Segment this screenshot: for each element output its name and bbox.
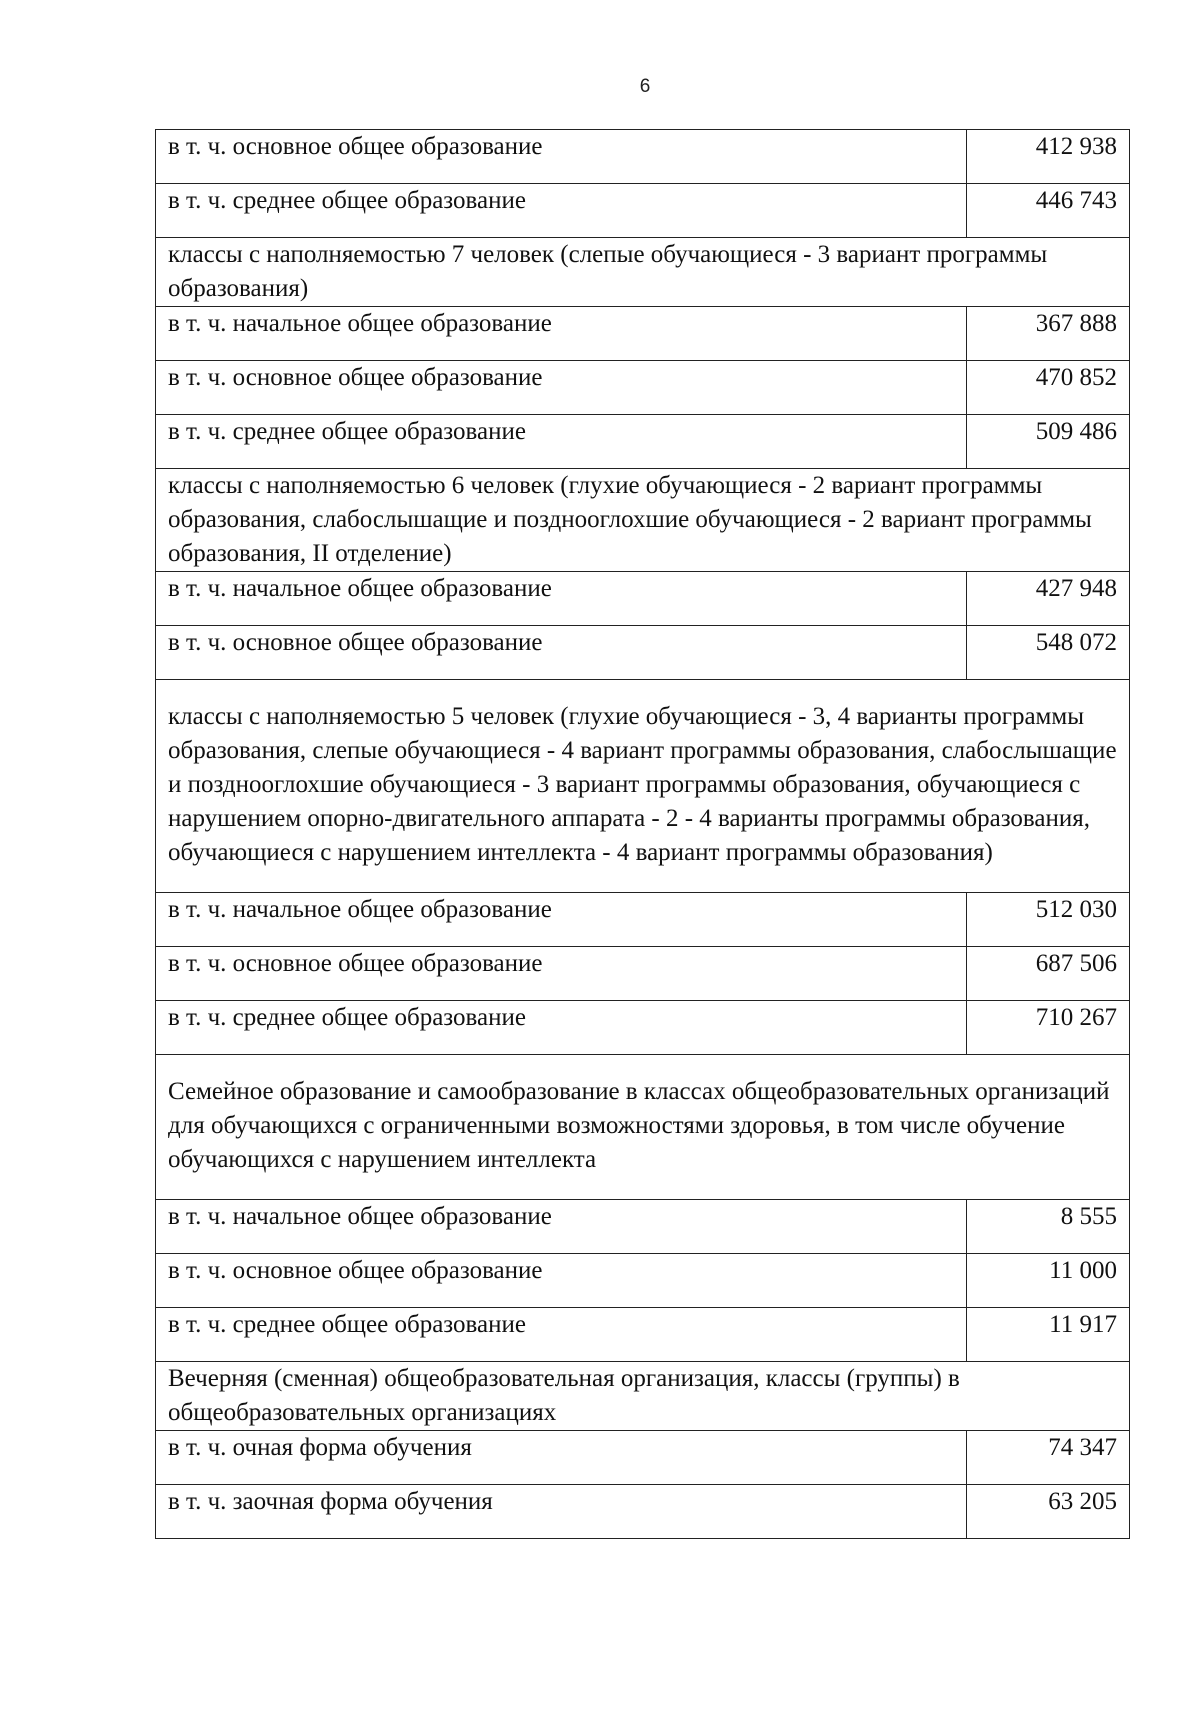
row-value: 11 000 bbox=[967, 1254, 1130, 1308]
row-label: в т. ч. основное общее образование bbox=[156, 361, 967, 415]
table-row bbox=[156, 307, 1130, 361]
section-header: классы с наполняемостью 5 человек (глухие обучающиеся - 3, 4 варианты программы образования, слепые обучающиеся - 4 вариант программы образования, слабослышащие и позднооглохшие обучающиеся - 3 вариант программы образования, обучающиеся с нарушением опорно-двигательного аппарата - 2 - 4 варианты программы образования, обучающиеся с нарушением интеллекта - 4 вариант программы образования) bbox=[156, 680, 1130, 893]
row-label: в т. ч. среднее общее образование bbox=[156, 415, 967, 469]
row-label: в т. ч. среднее общее образование bbox=[156, 1308, 967, 1362]
row-value: 470 852 bbox=[967, 361, 1130, 415]
row-value: 687 506 bbox=[967, 947, 1130, 1001]
table-row bbox=[156, 1431, 1130, 1485]
table-row bbox=[156, 893, 1130, 947]
row-value: 63 205 bbox=[967, 1485, 1130, 1539]
section-header-row bbox=[156, 1362, 1130, 1431]
table-row bbox=[156, 572, 1130, 626]
row-label: в т. ч. заочная форма обучения bbox=[156, 1485, 967, 1539]
row-label: в т. ч. среднее общее образование bbox=[156, 1001, 967, 1055]
row-label: в т. ч. очная форма обучения bbox=[156, 1431, 967, 1485]
row-value: 446 743 bbox=[967, 184, 1130, 238]
table-row bbox=[156, 1485, 1130, 1539]
row-label: в т. ч. основное общее образование bbox=[156, 130, 967, 184]
row-value: 710 267 bbox=[967, 1001, 1130, 1055]
row-label: в т. ч. начальное общее образование bbox=[156, 1200, 967, 1254]
table-row bbox=[156, 947, 1130, 1001]
row-value: 11 917 bbox=[967, 1308, 1130, 1362]
row-value: 509 486 bbox=[967, 415, 1130, 469]
funding-table bbox=[155, 129, 1130, 1539]
row-value: 74 347 bbox=[967, 1431, 1130, 1485]
page-number: 6 bbox=[639, 76, 651, 97]
row-value: 8 555 bbox=[967, 1200, 1130, 1254]
section-header-row bbox=[156, 680, 1130, 893]
row-value: 427 948 bbox=[967, 572, 1130, 626]
section-header-row bbox=[156, 238, 1130, 307]
section-header: Семейное образование и самообразование в классах общеобразовательных организаций для обучающихся с ограниченными возможностями здоровья, в том числе обучение обучающихся с нарушением интеллекта bbox=[156, 1055, 1130, 1200]
section-header-row bbox=[156, 469, 1130, 572]
section-header: Вечерняя (сменная) общеобразовательная организация, классы (группы) в общеобразовательных организациях bbox=[156, 1362, 1130, 1431]
table-row bbox=[156, 1001, 1130, 1055]
table-row bbox=[156, 1254, 1130, 1308]
row-label: в т. ч. основное общее образование bbox=[156, 1254, 967, 1308]
table-row bbox=[156, 184, 1130, 238]
section-header: классы с наполняемостью 6 человек (глухие обучающиеся - 2 вариант программы образования, слабослышащие и позднооглохшие обучающиеся - 2 вариант программы образования, II отделение) bbox=[156, 469, 1130, 572]
table-row bbox=[156, 1200, 1130, 1254]
table-row bbox=[156, 415, 1130, 469]
table-row bbox=[156, 361, 1130, 415]
row-value: 367 888 bbox=[967, 307, 1130, 361]
row-label: в т. ч. основное общее образование bbox=[156, 947, 967, 1001]
row-label: в т. ч. начальное общее образование bbox=[156, 572, 967, 626]
row-label: в т. ч. начальное общее образование bbox=[156, 893, 967, 947]
row-value: 548 072 bbox=[967, 626, 1130, 680]
row-value: 512 030 bbox=[967, 893, 1130, 947]
section-header: классы с наполняемостью 7 человек (слепые обучающиеся - 3 вариант программы образования) bbox=[156, 238, 1130, 307]
row-label: в т. ч. среднее общее образование bbox=[156, 184, 967, 238]
table-row bbox=[156, 626, 1130, 680]
section-header-row bbox=[156, 1055, 1130, 1200]
row-label: в т. ч. начальное общее образование bbox=[156, 307, 967, 361]
table-row bbox=[156, 130, 1130, 184]
row-value: 412 938 bbox=[967, 130, 1130, 184]
table-row bbox=[156, 1308, 1130, 1362]
row-label: в т. ч. основное общее образование bbox=[156, 626, 967, 680]
